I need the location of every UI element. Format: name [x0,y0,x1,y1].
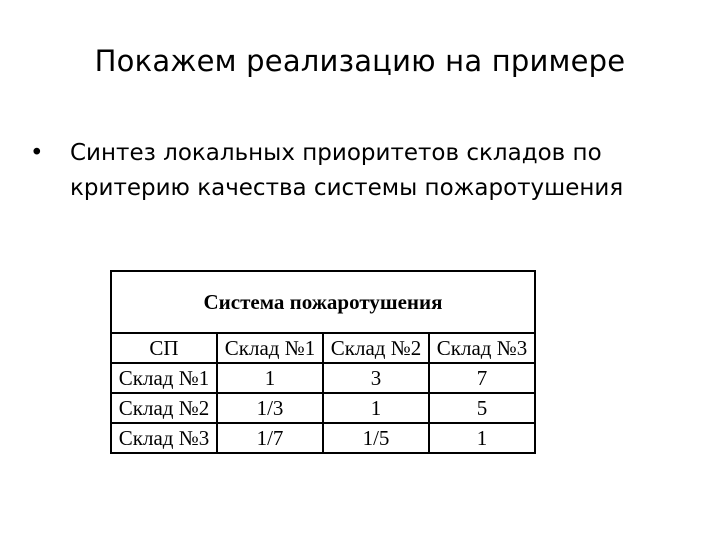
table-header-cell: Склад №2 [323,333,429,363]
table-caption-row [111,271,535,333]
table-cell: 1/5 [323,423,429,453]
table-row-label: Склад №1 [111,363,217,393]
priority-table [110,270,536,454]
table-cell: 1 [323,393,429,423]
table-header-cell: Склад №1 [217,333,323,363]
table-cell: 1 [429,423,535,453]
table-cell: 1 [217,363,323,393]
table-row [111,423,535,453]
table-cell: 5 [429,393,535,423]
table-cell: 1/7 [217,423,323,453]
table-row-label: Склад №2 [111,393,217,423]
table-row-label: Склад №3 [111,423,217,453]
table-cell: 7 [429,363,535,393]
table-cell: 1/3 [217,393,323,423]
table-header-row [111,333,535,363]
bullet-marker: • [30,140,44,166]
slide-title: Покажем реализацию на примере [94,44,626,78]
table-cell: 3 [323,363,429,393]
table-caption: Система пожаротушения [111,271,535,333]
bullet-text: Синтез локальных приоритетов складов по критерию качества системы пожаротушения [70,140,624,201]
table-header-cell: СП [111,333,217,363]
table-header-cell: Склад №3 [429,333,535,363]
table-row [111,363,535,393]
priority-table-container [110,270,536,454]
table-row [111,393,535,423]
